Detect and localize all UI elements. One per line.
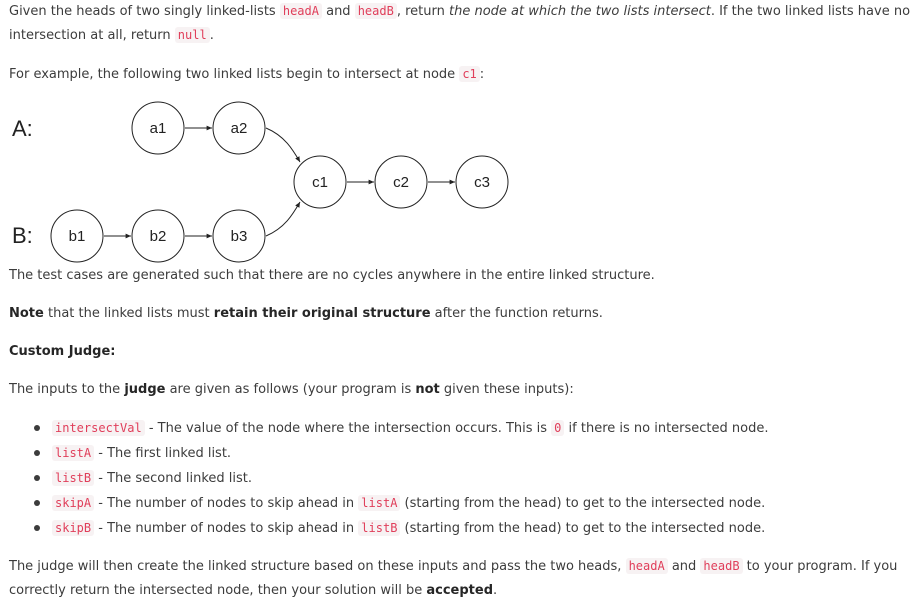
code-c1: c1 bbox=[459, 66, 479, 82]
svg-text:a2: a2 bbox=[230, 120, 248, 137]
custom-judge-heading: Custom Judge: bbox=[9, 344, 116, 359]
node-b2 bbox=[132, 210, 184, 262]
node-b3 bbox=[213, 210, 265, 262]
final-text-line1: The judge will then create the linked structure based on these inputs and pass the two heads, headA and headB to your program. If you bbox=[9, 559, 898, 574]
code-null: null bbox=[175, 27, 210, 43]
judge-inputs-list bbox=[0, 416, 769, 541]
svg-text:b1: b1 bbox=[68, 228, 86, 245]
svg-text:b2: b2 bbox=[149, 228, 167, 245]
node-c3 bbox=[456, 156, 508, 208]
list-item-listb: listB - The second linked list. bbox=[52, 466, 769, 491]
emphasis-text: the node at which the two lists intersect bbox=[448, 4, 711, 19]
svg-text:c1: c1 bbox=[312, 174, 328, 191]
svg-text:c3: c3 bbox=[474, 174, 490, 191]
note-text: Note that the linked lists must retain their original structure after the function returns. bbox=[9, 306, 603, 321]
node-b1 bbox=[51, 210, 103, 262]
arrow-a2-c1 bbox=[266, 128, 300, 162]
node-c2 bbox=[375, 156, 427, 208]
example-text: For example, the following two linked lists begin to intersect at node c1 : bbox=[9, 67, 485, 82]
code-headA: headA bbox=[280, 3, 322, 19]
node-a2 bbox=[213, 102, 265, 154]
label-b: B: bbox=[12, 223, 33, 248]
list-item-lista: listA - The first linked list. bbox=[52, 441, 769, 466]
list-item-intersectval: intersectVal - The value of the node where the intersection occurs. This is 0 if there is no intersected node. bbox=[52, 416, 769, 441]
final-text-line2: correctly return the intersected node, then your solution will be accepted. bbox=[9, 583, 498, 598]
svg-text:c2: c2 bbox=[393, 174, 409, 191]
linked-list-diagram bbox=[0, 96, 867, 266]
inputs-text: The inputs to the judge are given as follows (your program is not given these inputs): bbox=[9, 382, 574, 397]
problem-intro-line2: intersection at all, return null . bbox=[9, 28, 214, 43]
label-a: A: bbox=[12, 116, 33, 141]
problem-intro-line1: Given the heads of two singly linked-lists headA and headB , return the node at which the two lists intersect. If the two linked lists have no bbox=[9, 4, 910, 19]
node-c1 bbox=[294, 156, 346, 208]
svg-text:a1: a1 bbox=[149, 120, 167, 137]
code-headB: headB bbox=[355, 3, 397, 19]
list-item-skipb: skipB - The number of nodes to skip ahead in listB (starting from the head) to get to the intersected node. bbox=[52, 516, 769, 541]
node-a1 bbox=[132, 102, 184, 154]
list-item-skipa: skipA - The number of nodes to skip ahead in listA (starting from the head) to get to the intersected node. bbox=[52, 491, 769, 516]
arrow-b3-c1 bbox=[266, 202, 300, 236]
test-cases-text: The test cases are generated such that there are no cycles anywhere in the entire linked structure. bbox=[9, 268, 655, 283]
svg-text:b3: b3 bbox=[230, 228, 248, 245]
